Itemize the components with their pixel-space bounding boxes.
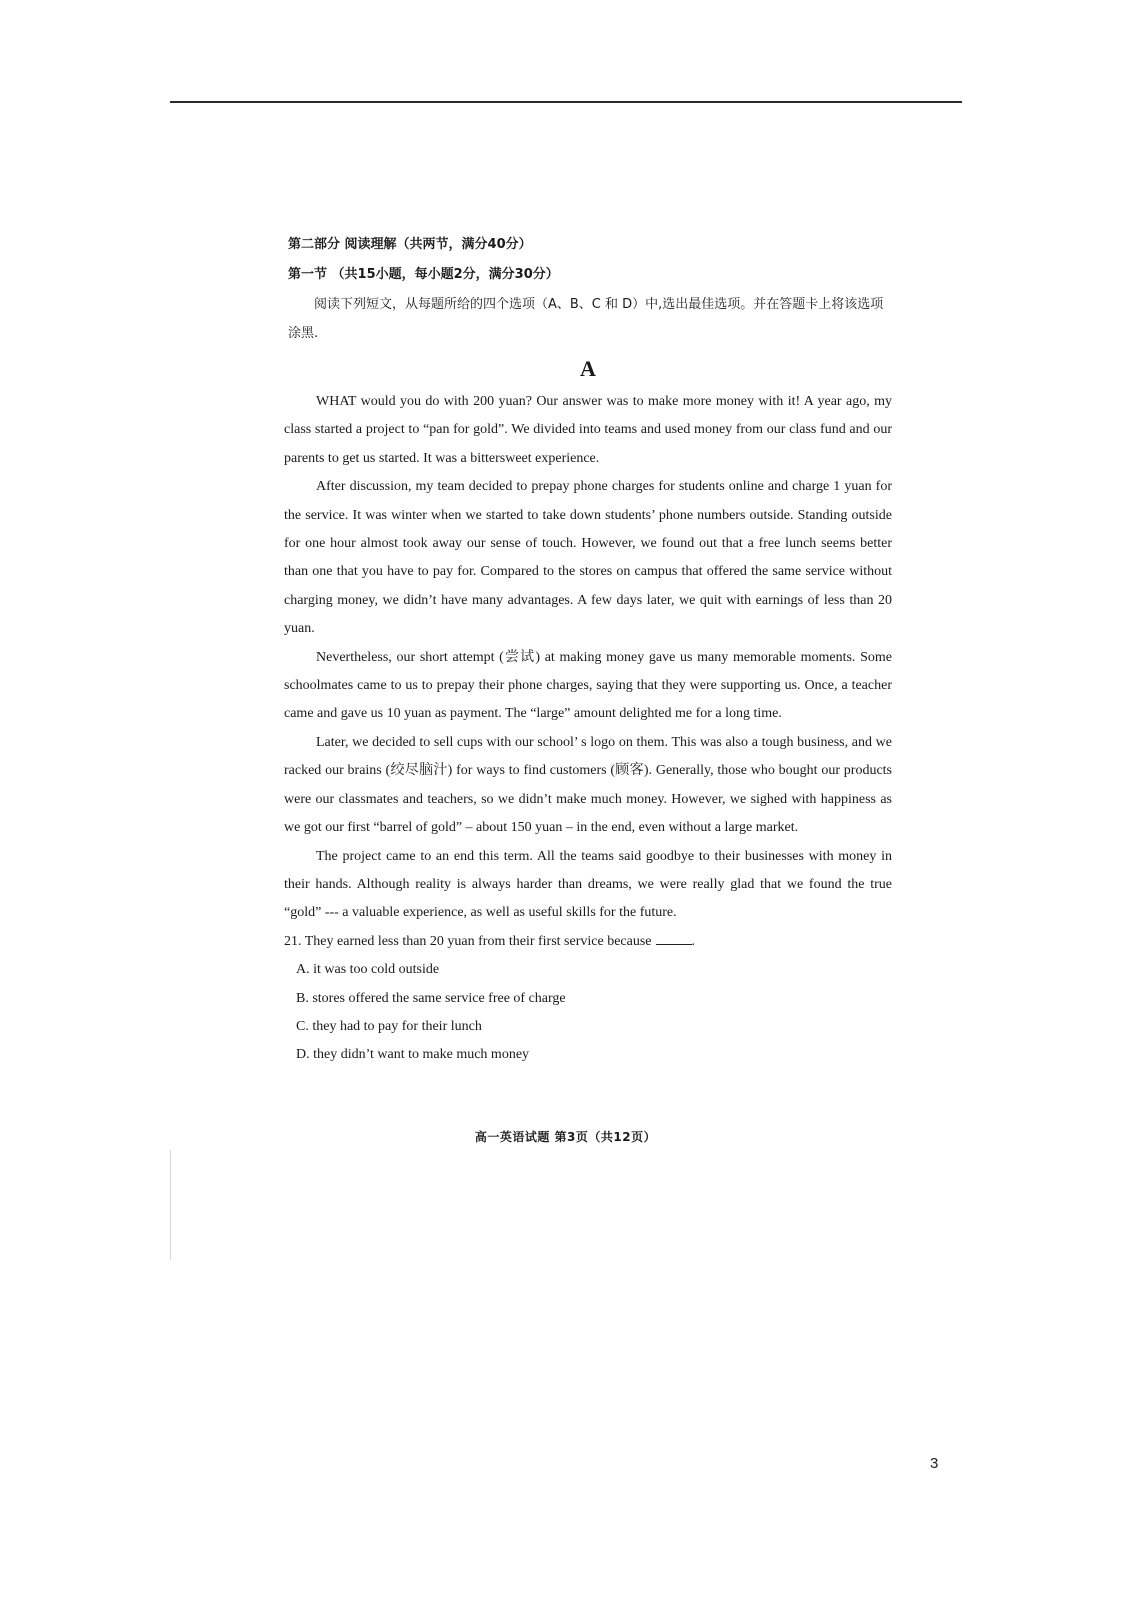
question-21 (284, 928, 892, 1070)
page-number: 3 (930, 1455, 939, 1472)
option-b: B. stores offered the same service free of charge (296, 990, 566, 1006)
exam-page-content (284, 230, 892, 1070)
scan-edge-line (170, 1150, 171, 1260)
question-stem (284, 928, 892, 956)
answer-blank (656, 930, 692, 945)
option-c: C. they had to pay for their lunch (296, 1018, 482, 1034)
option-a: A. it was too cold outside (296, 962, 440, 978)
subsection-title: 第一节 （共15小题，每小题2分，满分30分） (288, 267, 559, 282)
part-title: 第二部分 阅读理解（共两节，满分40分） (288, 237, 532, 252)
question-end-mark: . (691, 933, 695, 949)
reading-instructions: 阅读下列短文，从每题所给的四个选项（A、B、C 和 D）中,选出最佳选项。并在答题卡上将该选项涂黑. (288, 297, 884, 341)
passage-paragraph: The project came to an end this term. All the teams said goodbye to their businesses with money in their hands. Although reality is always harder than dreams, we were really glad that we found the true “gold” --- a valuable experience, as well as useful skills for the future. (284, 848, 892, 921)
passage-paragraph: WHAT would you do with 200 yuan? Our answer was to make more money with it! A year ago, my class started a project to “pan for gold”. We divided into teams and used money from our class fund and our parents to get us started. It was a bittersweet experience. (284, 394, 892, 466)
passage-body (284, 388, 892, 928)
option-d: D. they didn’t want to make much money (296, 1047, 530, 1063)
header-rule (170, 101, 962, 103)
answer-options (284, 956, 892, 1070)
passage-letter: A (580, 356, 596, 381)
passage-paragraph: After discussion, my team decided to prepay phone charges for students online and charge 1 yuan for the service. It was winter when we started to take down students’ phone numbers outside. Standing outside for one hour almost took away our sense of touch. However, we found out that a free lunch seems better than one that you have to pay for. Compared to the stores on campus that offered the same service without charging money, we didn’t have many advantages. A few days later, we quit with earnings of less than 20 yuan. (284, 479, 892, 637)
passage-paragraph: Nevertheless, our short attempt (尝试) at making money gave us many memorable moments. Some schoolmates came to us to prepay their phone charges, saying that they were supporting us. Once, a teacher came and gave us 10 yuan as payment. The “large” amount delighted me for a long time. (284, 649, 892, 722)
question-stem-text: 21. They earned less than 20 yuan from their first service because (284, 933, 652, 949)
passage-paragraph: Later, we decided to sell cups with our school’ s logo on them. This was also a tough business, and we racked our brains (绞尽脑汁) for ways to find customers (顾客). Generally, those who bought our products were our classmates and teachers, so we didn’t make much money. However, we sighed with happiness as we got our first “barrel of gold” – about 150 yuan – in the end, even without a large market. (284, 734, 892, 836)
page-footer: 高一英语试题 第3页（共12页） (474, 1130, 657, 1144)
